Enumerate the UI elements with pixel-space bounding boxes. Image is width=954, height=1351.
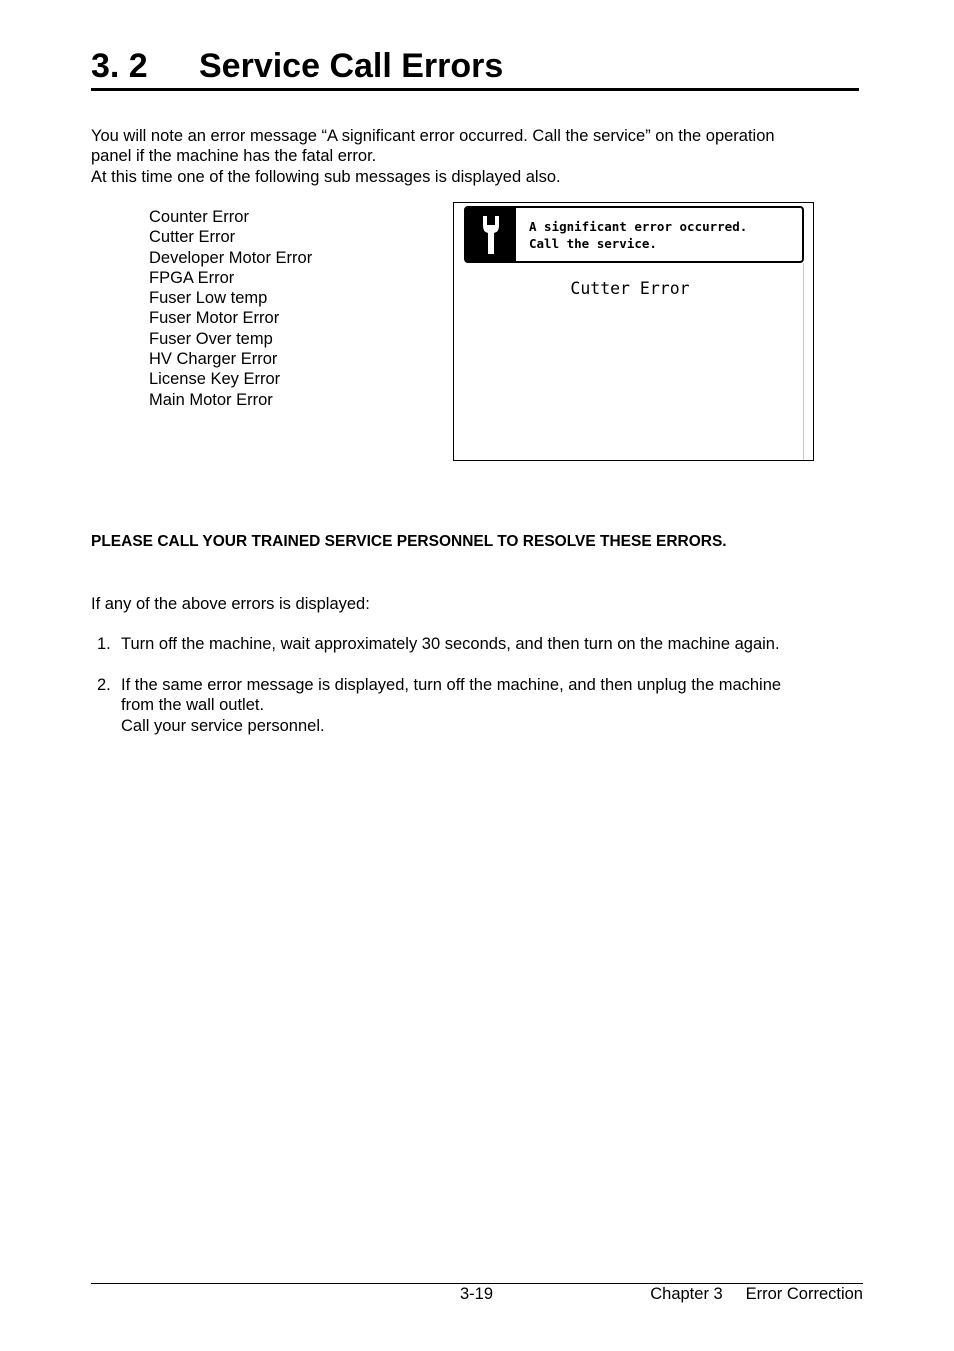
sub-message-list xyxy=(149,207,312,410)
intro-line: At this time one of the following sub messages is displayed also. xyxy=(91,167,561,186)
step-line: Turn off the machine, wait approximately 30 seconds, and then turn on the machine again. xyxy=(121,635,780,653)
sub-message-item: Fuser Over temp xyxy=(149,329,273,348)
sub-message-item: Main Motor Error xyxy=(149,390,273,409)
step-line: from the wall outlet. xyxy=(121,696,265,715)
section-title: Service Call Errors xyxy=(199,47,504,85)
error-message-line: A significant error occurred. xyxy=(529,219,748,234)
sub-message-item: HV Charger Error xyxy=(149,350,278,369)
intro-line: panel if the machine has the fatal error. xyxy=(91,147,377,166)
step-text xyxy=(121,675,851,736)
sub-message-item: Fuser Low temp xyxy=(149,289,268,308)
chapter-number: Chapter 3 xyxy=(650,1285,723,1303)
step-line: If the same error message is displayed, turn off the machine, and then unplug the machine xyxy=(121,676,782,694)
sub-message-display: Cutter Error xyxy=(570,279,690,298)
step-number: 2. xyxy=(97,676,111,694)
sub-message-item: FPGA Error xyxy=(149,268,235,287)
error-message-line: Call the service. xyxy=(529,236,657,251)
step-number: 1. xyxy=(97,635,111,653)
operation-panel-screenshot xyxy=(453,202,814,461)
section-heading xyxy=(91,44,859,91)
step-line: Call your service personnel. xyxy=(121,716,325,735)
intro-line: You will note an error message “A significant error occurred. Call the service” on the operation xyxy=(91,127,775,145)
page-number: 3-19 xyxy=(460,1285,494,1303)
intro-paragraph xyxy=(91,126,851,187)
sub-message-item: Fuser Motor Error xyxy=(149,309,280,328)
warning-text: PLEASE CALL YOUR TRAINED SERVICE PERSONNEL TO RESOLVE THESE ERRORS. xyxy=(91,533,727,550)
chapter-label xyxy=(650,1285,863,1304)
step-text xyxy=(121,634,851,654)
page-footer xyxy=(91,1283,863,1303)
error-message xyxy=(529,218,747,252)
wrench-icon xyxy=(466,208,516,261)
sub-message-item: Cutter Error xyxy=(149,228,236,247)
sub-message-item: Developer Motor Error xyxy=(149,248,313,267)
if-any-text: If any of the above errors is displayed: xyxy=(91,595,370,613)
chapter-title: Error Correction xyxy=(745,1285,863,1303)
sub-message-item: License Key Error xyxy=(149,370,281,389)
sub-message-item: Counter Error xyxy=(149,208,249,226)
error-message-header xyxy=(464,206,804,263)
section-number: 3. 2 xyxy=(91,47,148,85)
